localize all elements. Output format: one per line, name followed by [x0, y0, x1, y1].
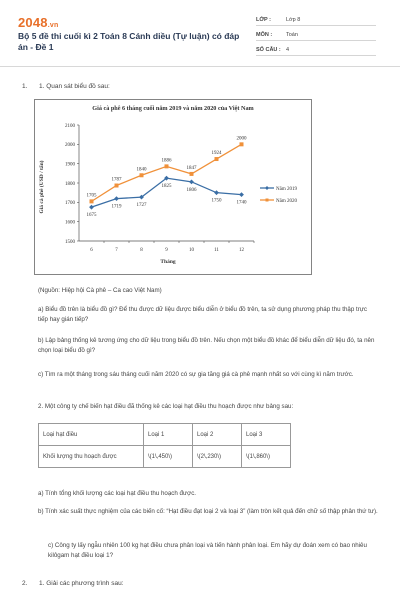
data-label: 1705: [86, 193, 97, 199]
question-1-part2c: c) Công ty lấy ngẫu nhiên 100 kg hạt điều chưa phân loại và tiến hành phân loại. Em hãy dự đoán xem có bao nhiêu kilôgam hạt điều loại 1?: [48, 542, 367, 559]
data-point-2020: [215, 157, 219, 161]
meta-divider: [256, 55, 376, 56]
data-point-2020: [190, 172, 194, 176]
page-header: 2048.vn Bộ 5 đề thi cuối kì 2 Toán 8 Cánh diều (Tự luận) có đáp án - Đề 1 LỚP : Lớp 8 MÔN : Toán SỐ CÂU : 4: [0, 0, 400, 67]
table-cell: \(2\,230\): [193, 446, 242, 468]
table-cell: Loại 2: [193, 424, 242, 446]
data-label: 2000: [236, 136, 247, 142]
question-1-part2a: a) Tính tổng khối lượng các loại hạt điều thu hoạch được.: [38, 490, 197, 497]
question-1b: b) Lập bảng thống kê tương ứng cho dữ liệu trong biểu đồ trên. Nếu chọn một biểu đồ khác để biểu diễn dữ liệu đó, ta nên chọn loại biểu đồ gì?: [38, 337, 375, 354]
y-tick-label: 2000: [65, 143, 75, 149]
coffee-price-chart: [34, 99, 312, 275]
chart-border: [35, 100, 312, 275]
data-point-2020: [90, 199, 94, 203]
table-cell: \(1\,860\): [242, 446, 291, 468]
table-cell: Loại hạt điều: [39, 424, 144, 446]
y-axis-label: Giá cà phê (USD / tấn): [39, 160, 45, 214]
line-chart: [34, 99, 312, 275]
data-point-2020: [240, 142, 244, 146]
data-label: 1787: [111, 177, 122, 183]
data-label: 1719: [111, 204, 122, 210]
question-1a: a) Biểu đồ trên là biểu đồ gì? Để thu được dữ liệu được biểu diễn ở biểu đồ trên, ta sử dụng phương pháp thu thập trực tiếp hay gián tiếp?: [38, 306, 368, 323]
x-tick-label: 7: [115, 248, 118, 253]
x-tick-label: 9: [165, 248, 168, 253]
x-tick-label: 6: [90, 248, 93, 253]
data-point-2020: [115, 184, 119, 188]
meta-divider: [256, 25, 376, 26]
question-1-part2b: b) Tính xác suất thực nghiệm của các biến cố: “Hạt điều đạt loại 2 và loại 3” (làm tròn kết quả đến chữ số thập phân thứ tư).: [38, 508, 378, 515]
data-label: 1727: [136, 203, 147, 209]
y-tick-label: 1800: [65, 181, 75, 187]
meta-divider: [256, 40, 376, 41]
data-label: 1840: [136, 167, 147, 173]
legend-marker-2020: [266, 199, 269, 202]
table-cell: \(1\,450\): [144, 446, 193, 468]
x-axis-label: Tháng: [160, 259, 176, 265]
chart-title: Giá cà phê 6 tháng cuối năm 2019 và năm 2020 của Việt Nam: [92, 105, 254, 112]
data-label: 1750: [211, 198, 222, 204]
table-row: [39, 424, 291, 446]
x-tick-label: 11: [214, 248, 219, 253]
y-tick-label: 1600: [65, 220, 75, 226]
cashew-table: [38, 423, 291, 468]
y-tick-label: 1900: [65, 162, 75, 168]
data-point-2020: [165, 164, 169, 168]
document-title: Bộ 5 đề thi cuối kì 2 Toán 8 Cánh diều (Tự luận) có đáp án - Đề 1: [18, 31, 240, 52]
x-tick-label: 10: [189, 248, 194, 253]
y-tick-label: 1500: [65, 239, 75, 245]
y-tick-label: 2100: [65, 123, 75, 129]
table-cell: Loại 1: [144, 424, 193, 446]
table-row: [39, 446, 291, 468]
table-cell: Khối lượng thu hoạch được: [39, 446, 144, 468]
data-label: 1806: [186, 187, 197, 193]
chart-source: (Nguồn: Hiệp hội Cà phê – Ca cao Việt Nam): [38, 287, 162, 294]
legend-entry: Năm 2019: [276, 186, 297, 192]
data-label: 1675: [86, 213, 97, 219]
question-1-part2: 2. Một công ty chế biến hạt điều đã thống kê các loại hạt điều thu hoạch được như bảng sau:: [38, 403, 294, 410]
site-logo[interactable]: 2048.vn: [18, 15, 59, 30]
x-tick-label: 8: [140, 248, 143, 253]
legend-entry: Năm 2020: [276, 198, 297, 204]
data-label: 1847: [186, 165, 197, 171]
question-1c: c) Tìm ra một tháng trong sáu tháng cuối năm 2020 có sự gia tăng giá cà phê mạnh nhất so với cùng kì năm trước.: [38, 371, 354, 378]
data-label: 1886: [161, 158, 172, 164]
data-label: 1740: [236, 200, 247, 206]
y-tick-label: 1700: [65, 201, 75, 207]
data-label: 1825: [161, 184, 172, 190]
data-point-2020: [140, 173, 144, 177]
data-label: 1924: [211, 151, 222, 157]
x-tick-label: 12: [239, 248, 244, 253]
table-cell: Loại 3: [242, 424, 291, 446]
